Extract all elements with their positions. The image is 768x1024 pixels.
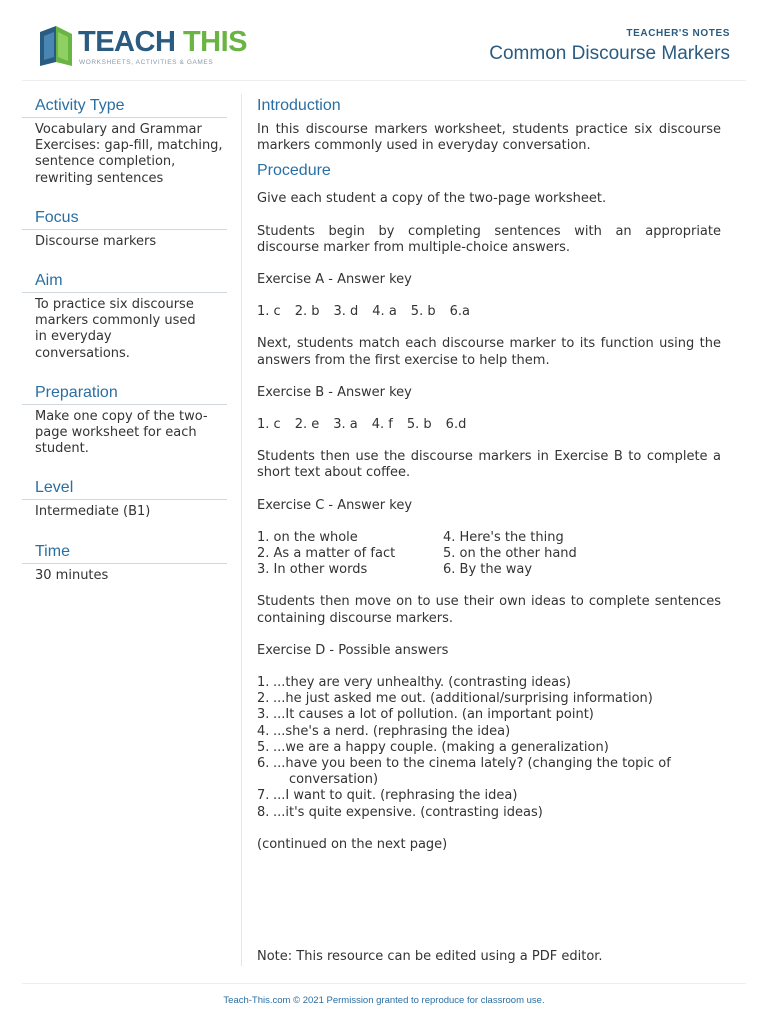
main-content: [257, 94, 721, 853]
aim-heading: Aim: [22, 269, 227, 293]
procedure-paragraph-5: Students then move on to use their own ideas to complete sentences containing discourse markers.: [257, 594, 721, 626]
footer-copyright: Teach-This.com © 2021 Permission granted to reproduce for classroom use.: [223, 995, 545, 1006]
exercise-c-answer-key: [257, 530, 721, 579]
list-item: 8. ...it's quite expensive. (contrasting ideas): [257, 804, 543, 820]
book-icon: [36, 24, 76, 66]
teach-this-logo: [36, 24, 248, 70]
exercise-b-answer-key: [257, 417, 721, 433]
answer-item: 6. By the way: [443, 562, 533, 578]
answer-item: 4. a: [372, 304, 397, 320]
exercise-c-label: Exercise C - Answer key: [257, 497, 413, 513]
activity-type-text: Vocabulary and Grammar Exercises: gap-fill, matching, sentence completion, rewriting sentences: [35, 122, 223, 186]
list-item: 4. ...she's a nerd. (rephrasing the idea): [257, 723, 511, 739]
procedure-paragraph-1: Give each student a copy of the two-page worksheet.: [257, 191, 607, 207]
exercise-b-label: Exercise B - Answer key: [257, 384, 412, 400]
continued-note: (continued on the next page): [257, 836, 448, 852]
logo-tagline: WORKSHEETS, ACTIVITIES & GAMES: [79, 59, 214, 66]
procedure-heading: Procedure: [257, 162, 331, 180]
column-divider: [241, 94, 242, 966]
focus-heading: Focus: [22, 206, 227, 230]
list-item: 1. ...they are very unhealthy. (contrasting ideas): [257, 675, 571, 691]
answer-item: 5. b: [410, 304, 436, 320]
answer-column-right: [443, 530, 629, 579]
preparation-text: Make one copy of the two-page worksheet for each student.: [35, 408, 208, 457]
page-header: [0, 0, 768, 80]
procedure-paragraph-2: Students begin by completing sentences with an appropriate discourse marker from multiple-choice answers.: [257, 223, 721, 255]
answer-item: 3. In other words: [257, 562, 368, 578]
footer-divider: [22, 983, 746, 984]
answer-item: 4. f: [371, 417, 393, 433]
header-divider: [22, 80, 746, 81]
introduction-text: In this discourse markers worksheet, students practice six discourse markers commonly used in everyday conversation.: [257, 122, 721, 154]
activity-type-heading: Activity Type: [22, 94, 227, 118]
answer-item: 1. c: [257, 417, 281, 433]
list-item: 7. ...I want to quit. (rephrasing the idea): [257, 788, 518, 804]
time-section: [22, 540, 227, 584]
answer-item: 4. Here's the thing: [443, 529, 564, 545]
answer-item: 5. b: [406, 417, 432, 433]
answer-item: 1. on the whole: [257, 529, 358, 545]
aim-text: To practice six discourse markers commonly used in everyday conversations.: [35, 297, 196, 361]
level-section: [22, 476, 227, 520]
answer-item: 3. d: [333, 304, 359, 320]
answer-item: 1. c: [257, 304, 281, 320]
answer-column-left: [257, 530, 443, 579]
list-item: 2. ...he just asked me out. (additional/surprising information): [257, 691, 653, 707]
list-item: 6. ...have you been to the cinema lately? (changing the topic of conversation): [257, 756, 671, 788]
sidebar: [22, 94, 227, 603]
introduction-heading: Introduction: [257, 97, 341, 114]
answer-item: 6.a: [449, 304, 470, 320]
list-item: 3. ...It causes a lot of pollution. (an important point): [257, 707, 594, 723]
edit-note: Note: This resource can be edited using a PDF editor.: [257, 949, 603, 964]
answer-item: 5. on the other hand: [443, 546, 577, 562]
exercise-a-answer-key: [257, 304, 721, 320]
answer-item: 6.d: [445, 417, 467, 433]
exercise-d-label: Exercise D - Possible answers: [257, 642, 449, 658]
time-heading: Time: [22, 540, 227, 564]
exercise-d-answers: [257, 675, 721, 821]
teachers-notes-label: TEACHER'S NOTES: [626, 28, 730, 39]
answer-item: 3. a: [333, 417, 358, 433]
activity-type-section: [22, 94, 227, 187]
aim-section: [22, 269, 227, 362]
time-text: 30 minutes: [35, 567, 109, 583]
answer-item: 2. As a matter of fact: [257, 546, 396, 562]
preparation-heading: Preparation: [22, 381, 227, 405]
answer-item: 2. e: [294, 417, 320, 433]
focus-section: [22, 206, 227, 250]
focus-text: Discourse markers: [35, 233, 157, 249]
procedure-paragraph-4: Students then use the discourse markers in Exercise B to complete a short text about coffee.: [257, 449, 721, 481]
level-heading: Level: [22, 476, 227, 500]
logo-wordmark: TEACH THIS: [78, 26, 248, 58]
answer-item: 2. b: [294, 304, 320, 320]
exercise-a-label: Exercise A - Answer key: [257, 272, 412, 288]
list-item: 5. ...we are a happy couple. (making a generalization): [257, 739, 609, 755]
level-text: Intermediate (B1): [35, 504, 151, 520]
procedure-paragraph-3: Next, students match each discourse marker to its function using the answers from the first exercise to help them.: [257, 336, 721, 368]
preparation-section: [22, 381, 227, 458]
document-title: Common Discourse Markers: [489, 43, 730, 64]
